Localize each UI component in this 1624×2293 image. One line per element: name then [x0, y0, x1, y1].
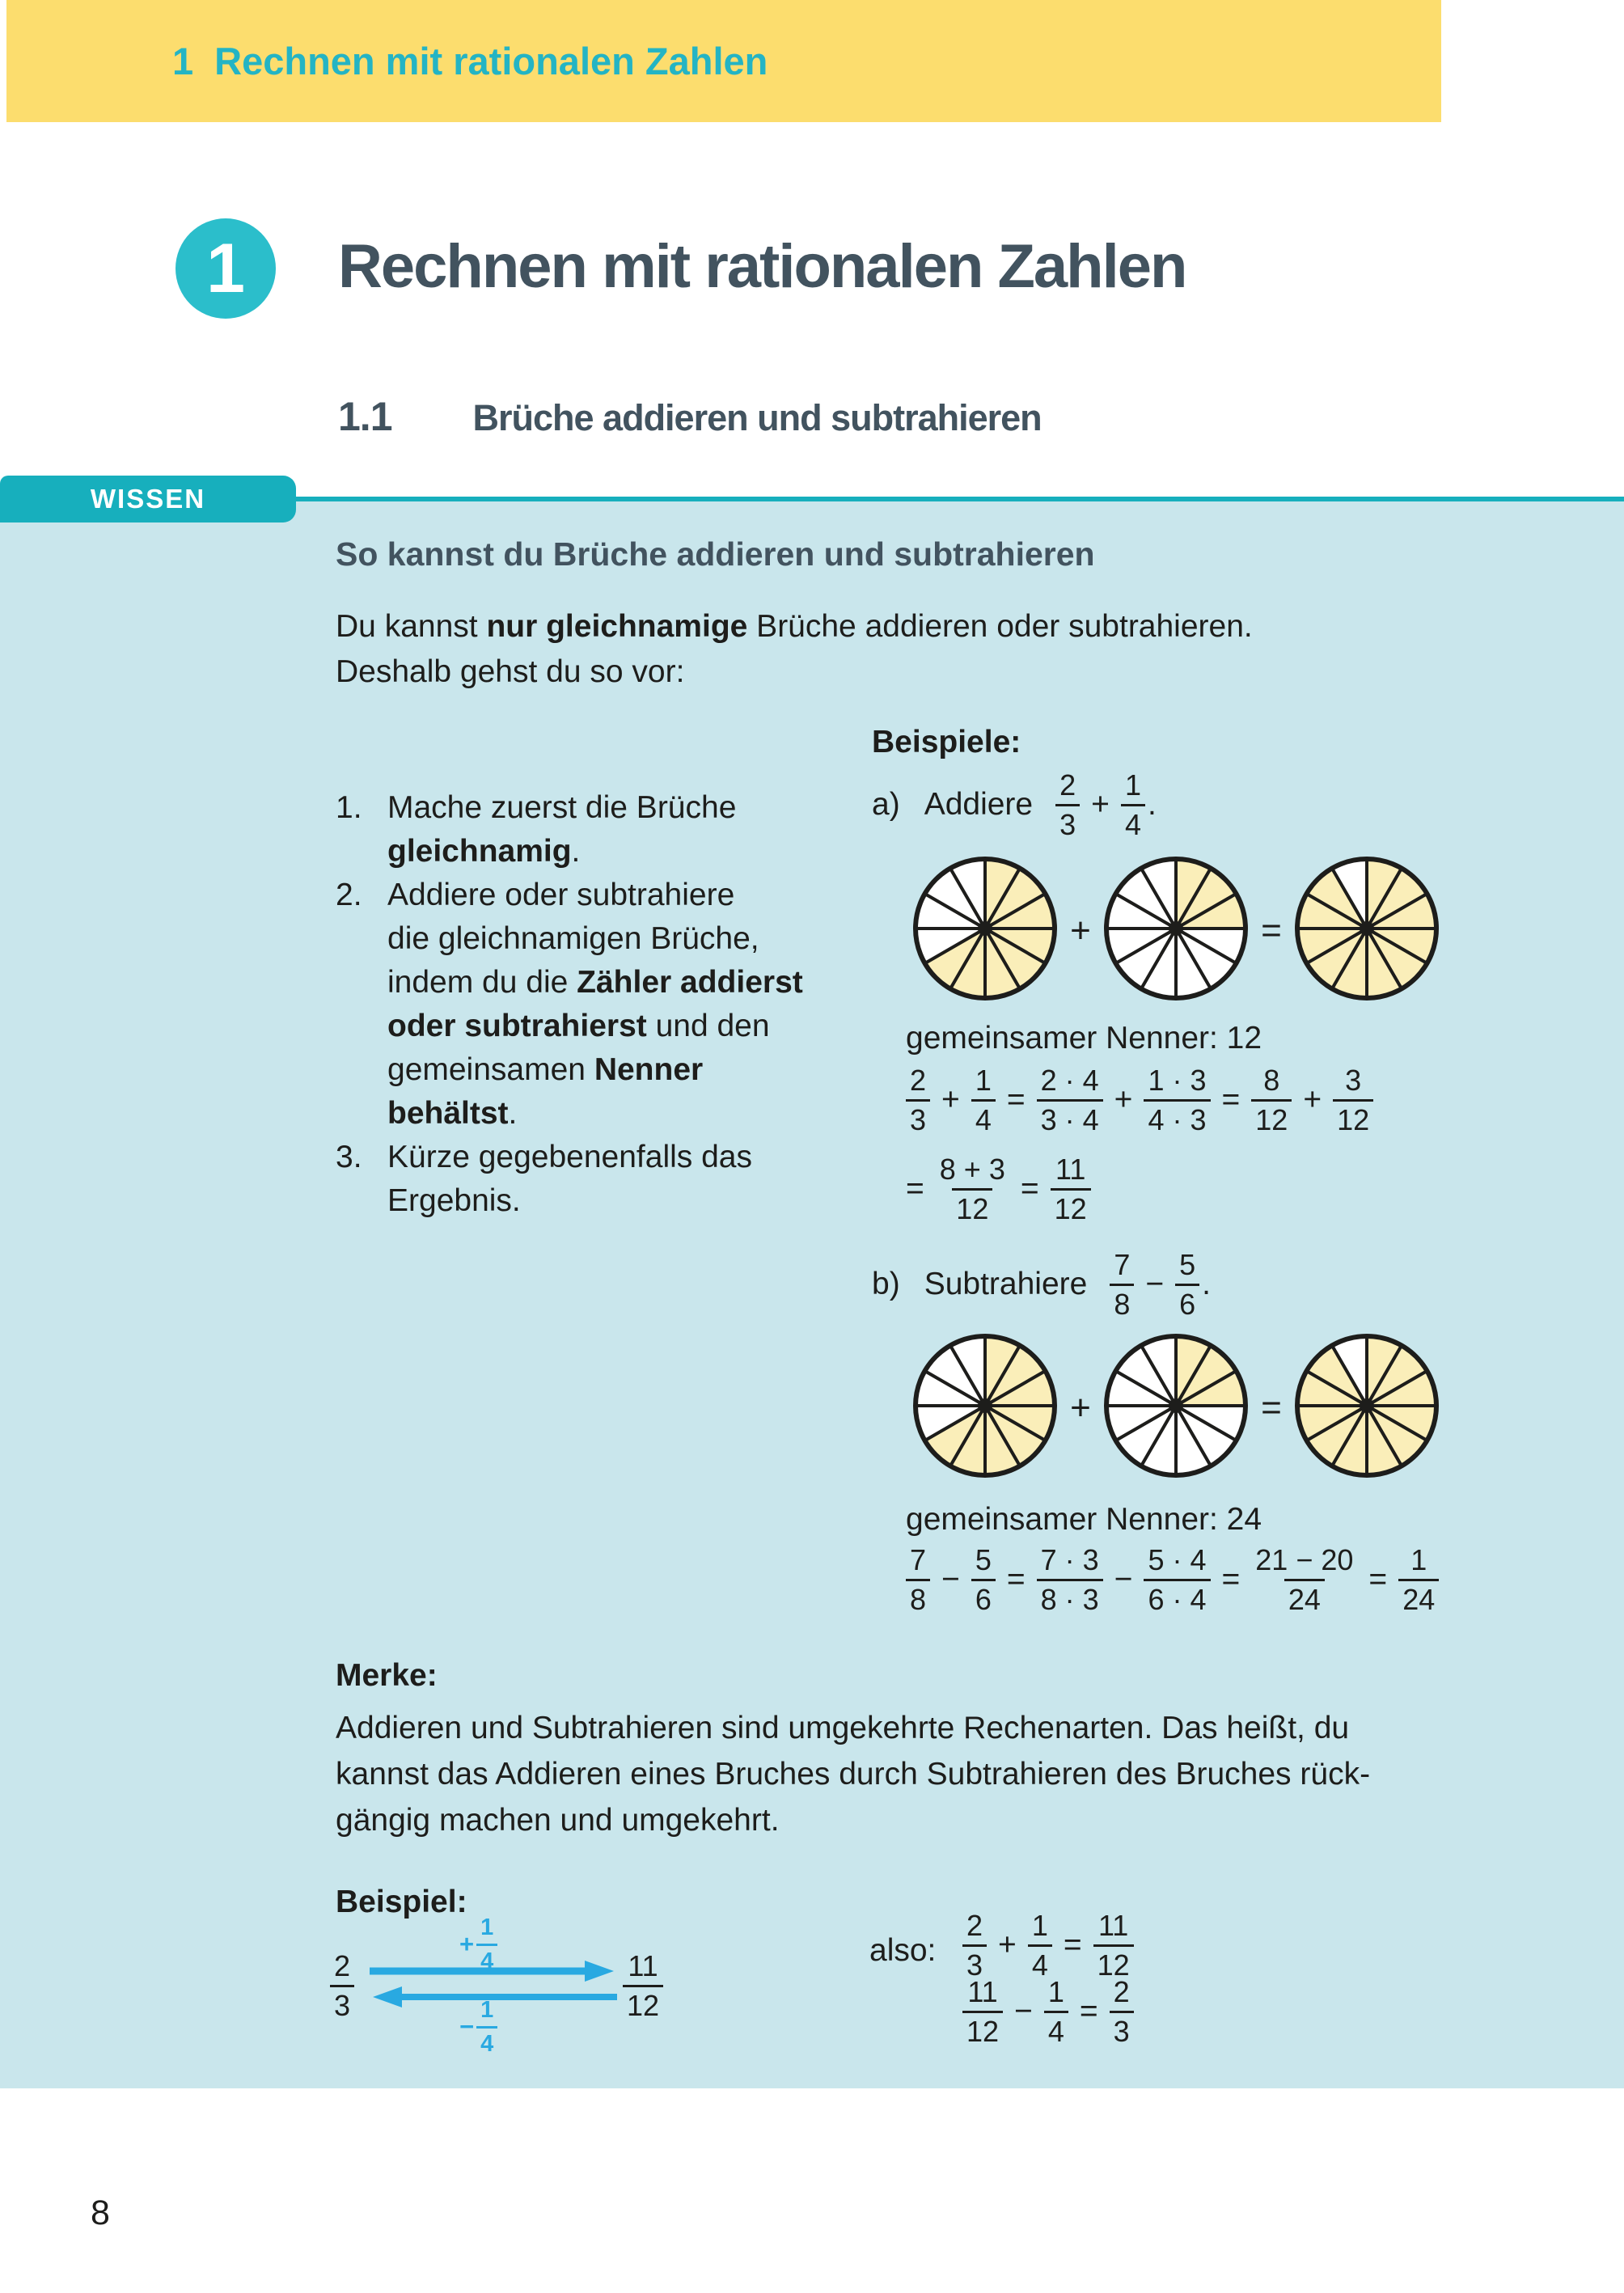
fraction [1110, 1974, 1134, 2048]
example-a-pie-row [911, 855, 1440, 1006]
denominator: 12 [1333, 1099, 1373, 1135]
fraction [962, 1908, 987, 1982]
procedure-step [336, 874, 803, 1136]
diagram-plus-label [459, 1912, 497, 1977]
denominator: 12 [1251, 1099, 1292, 1135]
plus-operator: + [1070, 910, 1091, 950]
fraction-pie-graphic [1102, 1332, 1250, 1479]
procedure-step [336, 1136, 803, 1223]
numerator: 8 + 3 [939, 1152, 1005, 1186]
bold-text-run: Nenner [594, 1052, 704, 1087]
text-run: Kürze gegebenenfalls das [387, 1140, 752, 1174]
fraction [1037, 1542, 1103, 1616]
numerator: 2 [1113, 1974, 1130, 2008]
math-text: + [1091, 787, 1110, 822]
fraction [906, 1542, 930, 1616]
numerator: 2 · 4 [1040, 1063, 1099, 1097]
example-b-pie-row [911, 1332, 1440, 1483]
wissen-tab-label: WISSEN [90, 484, 206, 514]
math-text: − [1114, 1562, 1133, 1597]
pie-center-dot [1360, 1398, 1374, 1413]
denominator: 8 [1110, 1284, 1134, 1319]
fraction-pie [1293, 855, 1440, 1006]
example-a-title [872, 768, 1157, 841]
math-text: + [1114, 1082, 1133, 1117]
also-label: also: [869, 1933, 937, 1968]
math-text: − [1014, 1994, 1033, 2029]
equals-operator: = [1261, 1387, 1282, 1428]
beispiel-label: Beispiel: [336, 1885, 467, 1919]
also-equation-2 [962, 1974, 1134, 2048]
section-number: 1.1 [338, 394, 392, 439]
denominator: 6 [1175, 1284, 1199, 1319]
denominator: 12 [623, 1985, 663, 2020]
denominator: 12 [952, 1188, 992, 1224]
numerator: 21 − 20 [1255, 1542, 1354, 1576]
example-b-title [872, 1247, 1212, 1321]
fraction [906, 1063, 930, 1136]
text-run: . [571, 834, 581, 869]
math-text: = [1221, 1082, 1241, 1117]
text-run: . [508, 1096, 518, 1131]
chapter-banner [6, 0, 1441, 122]
denominator: 4 [971, 1099, 996, 1135]
denominator: 3 [1055, 804, 1080, 840]
procedure-steps [336, 786, 803, 1223]
math-text: + [998, 1927, 1017, 1962]
numerator: 1 [1031, 1908, 1048, 1942]
common-denominator-note-a: gemeinsamer Nenner: 12 [906, 1021, 1262, 1056]
text-run: Du kannst [336, 609, 487, 644]
text-run: Brüche addieren oder subtrahieren. [747, 609, 1253, 644]
text-run: gängig machen und umgekehrt. [336, 1803, 780, 1838]
step-marker: 2. [336, 878, 362, 912]
math-text: a) [872, 787, 900, 822]
denominator: 3 [962, 1944, 987, 1980]
fraction [476, 1916, 497, 1974]
fraction [1251, 1542, 1357, 1616]
fraction [971, 1063, 996, 1136]
denominator: 3 [1110, 2011, 1134, 2046]
knowledge-panel [0, 497, 1624, 2088]
bold-text-run: Zähler addierst [577, 965, 803, 1000]
diagram-start-fraction [330, 1948, 354, 2022]
equation-b-line1 [906, 1542, 1439, 1616]
fraction-pie [1293, 1332, 1440, 1483]
numerator: 1 [1410, 1542, 1427, 1576]
chapter-banner-title [6, 39, 768, 83]
banner-chapter-text: Rechnen mit rationalen Zahlen [214, 40, 768, 82]
fraction [962, 1974, 1003, 2048]
wissen-tab [0, 476, 296, 522]
numerator: 2 [966, 1908, 983, 1942]
banner-chapter-number: 1 [172, 40, 194, 82]
numerator: 1 · 3 [1148, 1063, 1207, 1097]
numerator: 1 [975, 1063, 992, 1097]
merke-paragraph [336, 1705, 1370, 1843]
equation-a-line2 [906, 1152, 1091, 1225]
math-text: = [1006, 1082, 1026, 1117]
fraction [1093, 1908, 1134, 1982]
text-run: Mache zuerst die Brüche [387, 790, 737, 825]
numerator: 3 [1345, 1063, 1362, 1097]
denominator: 8 · 3 [1037, 1579, 1103, 1614]
text-run: die gleichnamigen Brüche, [387, 921, 759, 956]
numerator: 7 · 3 [1040, 1542, 1099, 1576]
step-marker: 3. [336, 1140, 362, 1174]
denominator: 12 [1093, 1944, 1134, 1980]
section-heading [338, 393, 1042, 440]
math-text: − [459, 2012, 475, 2041]
pie-center-dot [978, 1398, 992, 1413]
pie-center-dot [1169, 1398, 1183, 1413]
numerator: 1 [1047, 1974, 1064, 2008]
chapter-number: 1 [206, 229, 245, 307]
denominator: 4 [1044, 2011, 1068, 2046]
fraction-pie-graphic [1293, 855, 1440, 1002]
bold-text-run: behältst [387, 1096, 509, 1131]
denominator: 6 [971, 1579, 996, 1614]
fraction [1398, 1542, 1439, 1616]
math-text: + [459, 1930, 475, 1958]
step-text [387, 874, 803, 1136]
denominator: 24 [1398, 1579, 1439, 1614]
math-text: . [1147, 787, 1157, 822]
fraction [1175, 1247, 1199, 1321]
fraction [623, 1948, 663, 2022]
fraction-pie [911, 1332, 1059, 1483]
diagram-minus-label [459, 1995, 497, 2059]
fraction [971, 1542, 996, 1616]
numerator: 11 [967, 1974, 998, 2008]
fraction [1055, 768, 1080, 841]
fraction [330, 1948, 354, 2022]
text-run: kannst das Addieren eines Bruches durch Subtrahieren des Bruches rück- [336, 1757, 1371, 1792]
knowledge-heading: So kannst du Brüche addieren und subtrahieren [336, 535, 1095, 573]
numerator: 2 [1059, 768, 1076, 802]
denominator: 4 [476, 2026, 497, 2056]
bold-text-run: gleichnamig [387, 834, 572, 869]
numerator: 11 [628, 1948, 658, 1982]
plus-operator: + [1070, 1387, 1091, 1428]
bold-text-run: oder subtrahierst [387, 1009, 647, 1043]
fraction-pie [1102, 855, 1250, 1006]
fraction-pie-graphic [911, 855, 1059, 1002]
fraction [1037, 1063, 1103, 1136]
examples-label: Beispiele: [872, 725, 1021, 759]
step-marker: 1. [336, 790, 362, 825]
denominator: 3 · 4 [1037, 1099, 1103, 1135]
math-text: b) [872, 1267, 900, 1301]
math-text: = [1063, 1927, 1082, 1962]
denominator: 8 [906, 1579, 930, 1614]
numerator: 5 [1179, 1247, 1196, 1281]
math-text: − [941, 1562, 960, 1597]
numerator: 5 · 4 [1148, 1542, 1207, 1576]
numerator: 1 [1124, 768, 1141, 802]
fraction [1028, 1908, 1052, 1982]
intro-paragraph [336, 604, 1253, 695]
diagram-end-fraction [623, 1948, 663, 2022]
denominator: 4 [1121, 804, 1145, 840]
forward-arrow-head [585, 1961, 614, 1982]
fraction-pie [911, 855, 1059, 1006]
numerator: 8 [1263, 1063, 1280, 1097]
fraction-pie-graphic [1293, 1332, 1440, 1479]
text-run: Ergebnis. [387, 1183, 521, 1218]
denominator: 4 · 3 [1144, 1099, 1210, 1135]
pie-center-dot [1169, 921, 1183, 936]
denominator: 4 [476, 1944, 497, 1974]
denominator: 3 [906, 1099, 930, 1135]
fraction [1051, 1152, 1091, 1225]
fraction [1144, 1542, 1210, 1616]
fraction-pie-graphic [911, 1332, 1059, 1479]
denominator: 4 [1028, 1944, 1052, 1980]
text-run: Addieren und Subtrahieren sind umgekehrte Rechenarten. Das heißt, du [336, 1711, 1350, 1745]
chapter-title: Rechnen mit rationalen Zahlen [338, 232, 1186, 301]
common-denominator-note-b: gemeinsamer Nenner: 24 [906, 1502, 1262, 1537]
fraction-pie-graphic [1102, 855, 1250, 1002]
math-text: = [1221, 1562, 1241, 1597]
numerator: 11 [1055, 1152, 1086, 1186]
numerator: 7 [1114, 1247, 1131, 1281]
fraction [1333, 1063, 1373, 1136]
numerator: 2 [334, 1948, 351, 1982]
step-text [387, 786, 736, 874]
procedure-step [336, 786, 803, 874]
math-text: . [1202, 1267, 1212, 1301]
text-run: gemeinsamen [387, 1052, 594, 1087]
math-text: = [1079, 1994, 1098, 2029]
numerator: 7 [910, 1542, 927, 1576]
text-run: Addiere oder subtrahiere [387, 878, 735, 912]
also-equation-1 [962, 1908, 1134, 1982]
numerator: 1 [480, 1996, 494, 2023]
numerator: 5 [975, 1542, 992, 1576]
fraction [936, 1152, 1009, 1225]
equation-a-line1 [906, 1063, 1373, 1136]
numerator: 2 [910, 1063, 927, 1097]
fraction [1121, 768, 1145, 841]
equals-operator: = [1261, 910, 1282, 950]
math-text: = [1006, 1562, 1026, 1597]
section-title: Brüche addieren und subtrahieren [472, 397, 1042, 438]
math-text: = [1020, 1171, 1039, 1206]
math-text: + [941, 1082, 960, 1117]
pie-center-dot [978, 921, 992, 936]
fraction [1144, 1063, 1210, 1136]
pie-center-dot [1360, 921, 1374, 936]
back-arrow-head [373, 1986, 402, 2007]
fraction-pie [1102, 1332, 1250, 1483]
denominator: 24 [1284, 1579, 1325, 1614]
numerator: 1 [480, 1914, 494, 1940]
merke-label: Merke: [336, 1658, 438, 1693]
math-text: + [1303, 1082, 1322, 1117]
math-text: Addiere [924, 787, 1034, 822]
denominator: 12 [962, 2011, 1003, 2046]
bold-text-run: nur gleichnamige [486, 609, 748, 644]
fraction [476, 1996, 497, 2057]
math-text: − [1145, 1267, 1165, 1301]
math-text: Subtrahiere [924, 1267, 1088, 1301]
text-run: und den [646, 1009, 770, 1043]
text-run: indem du die [387, 965, 577, 1000]
denominator: 6 · 4 [1144, 1579, 1210, 1614]
page-number: 8 [91, 2194, 110, 2232]
math-text: = [906, 1171, 924, 1206]
fraction [1251, 1063, 1292, 1136]
numerator: 11 [1097, 1908, 1129, 1942]
chapter-number-badge [176, 218, 276, 319]
denominator: 3 [330, 1985, 354, 2020]
text-run: Deshalb gehst du so vor: [336, 654, 685, 689]
denominator: 12 [1051, 1188, 1091, 1224]
fraction [1110, 1247, 1134, 1321]
fraction [1044, 1974, 1068, 2048]
step-text [387, 1136, 752, 1223]
math-text: = [1368, 1562, 1388, 1597]
